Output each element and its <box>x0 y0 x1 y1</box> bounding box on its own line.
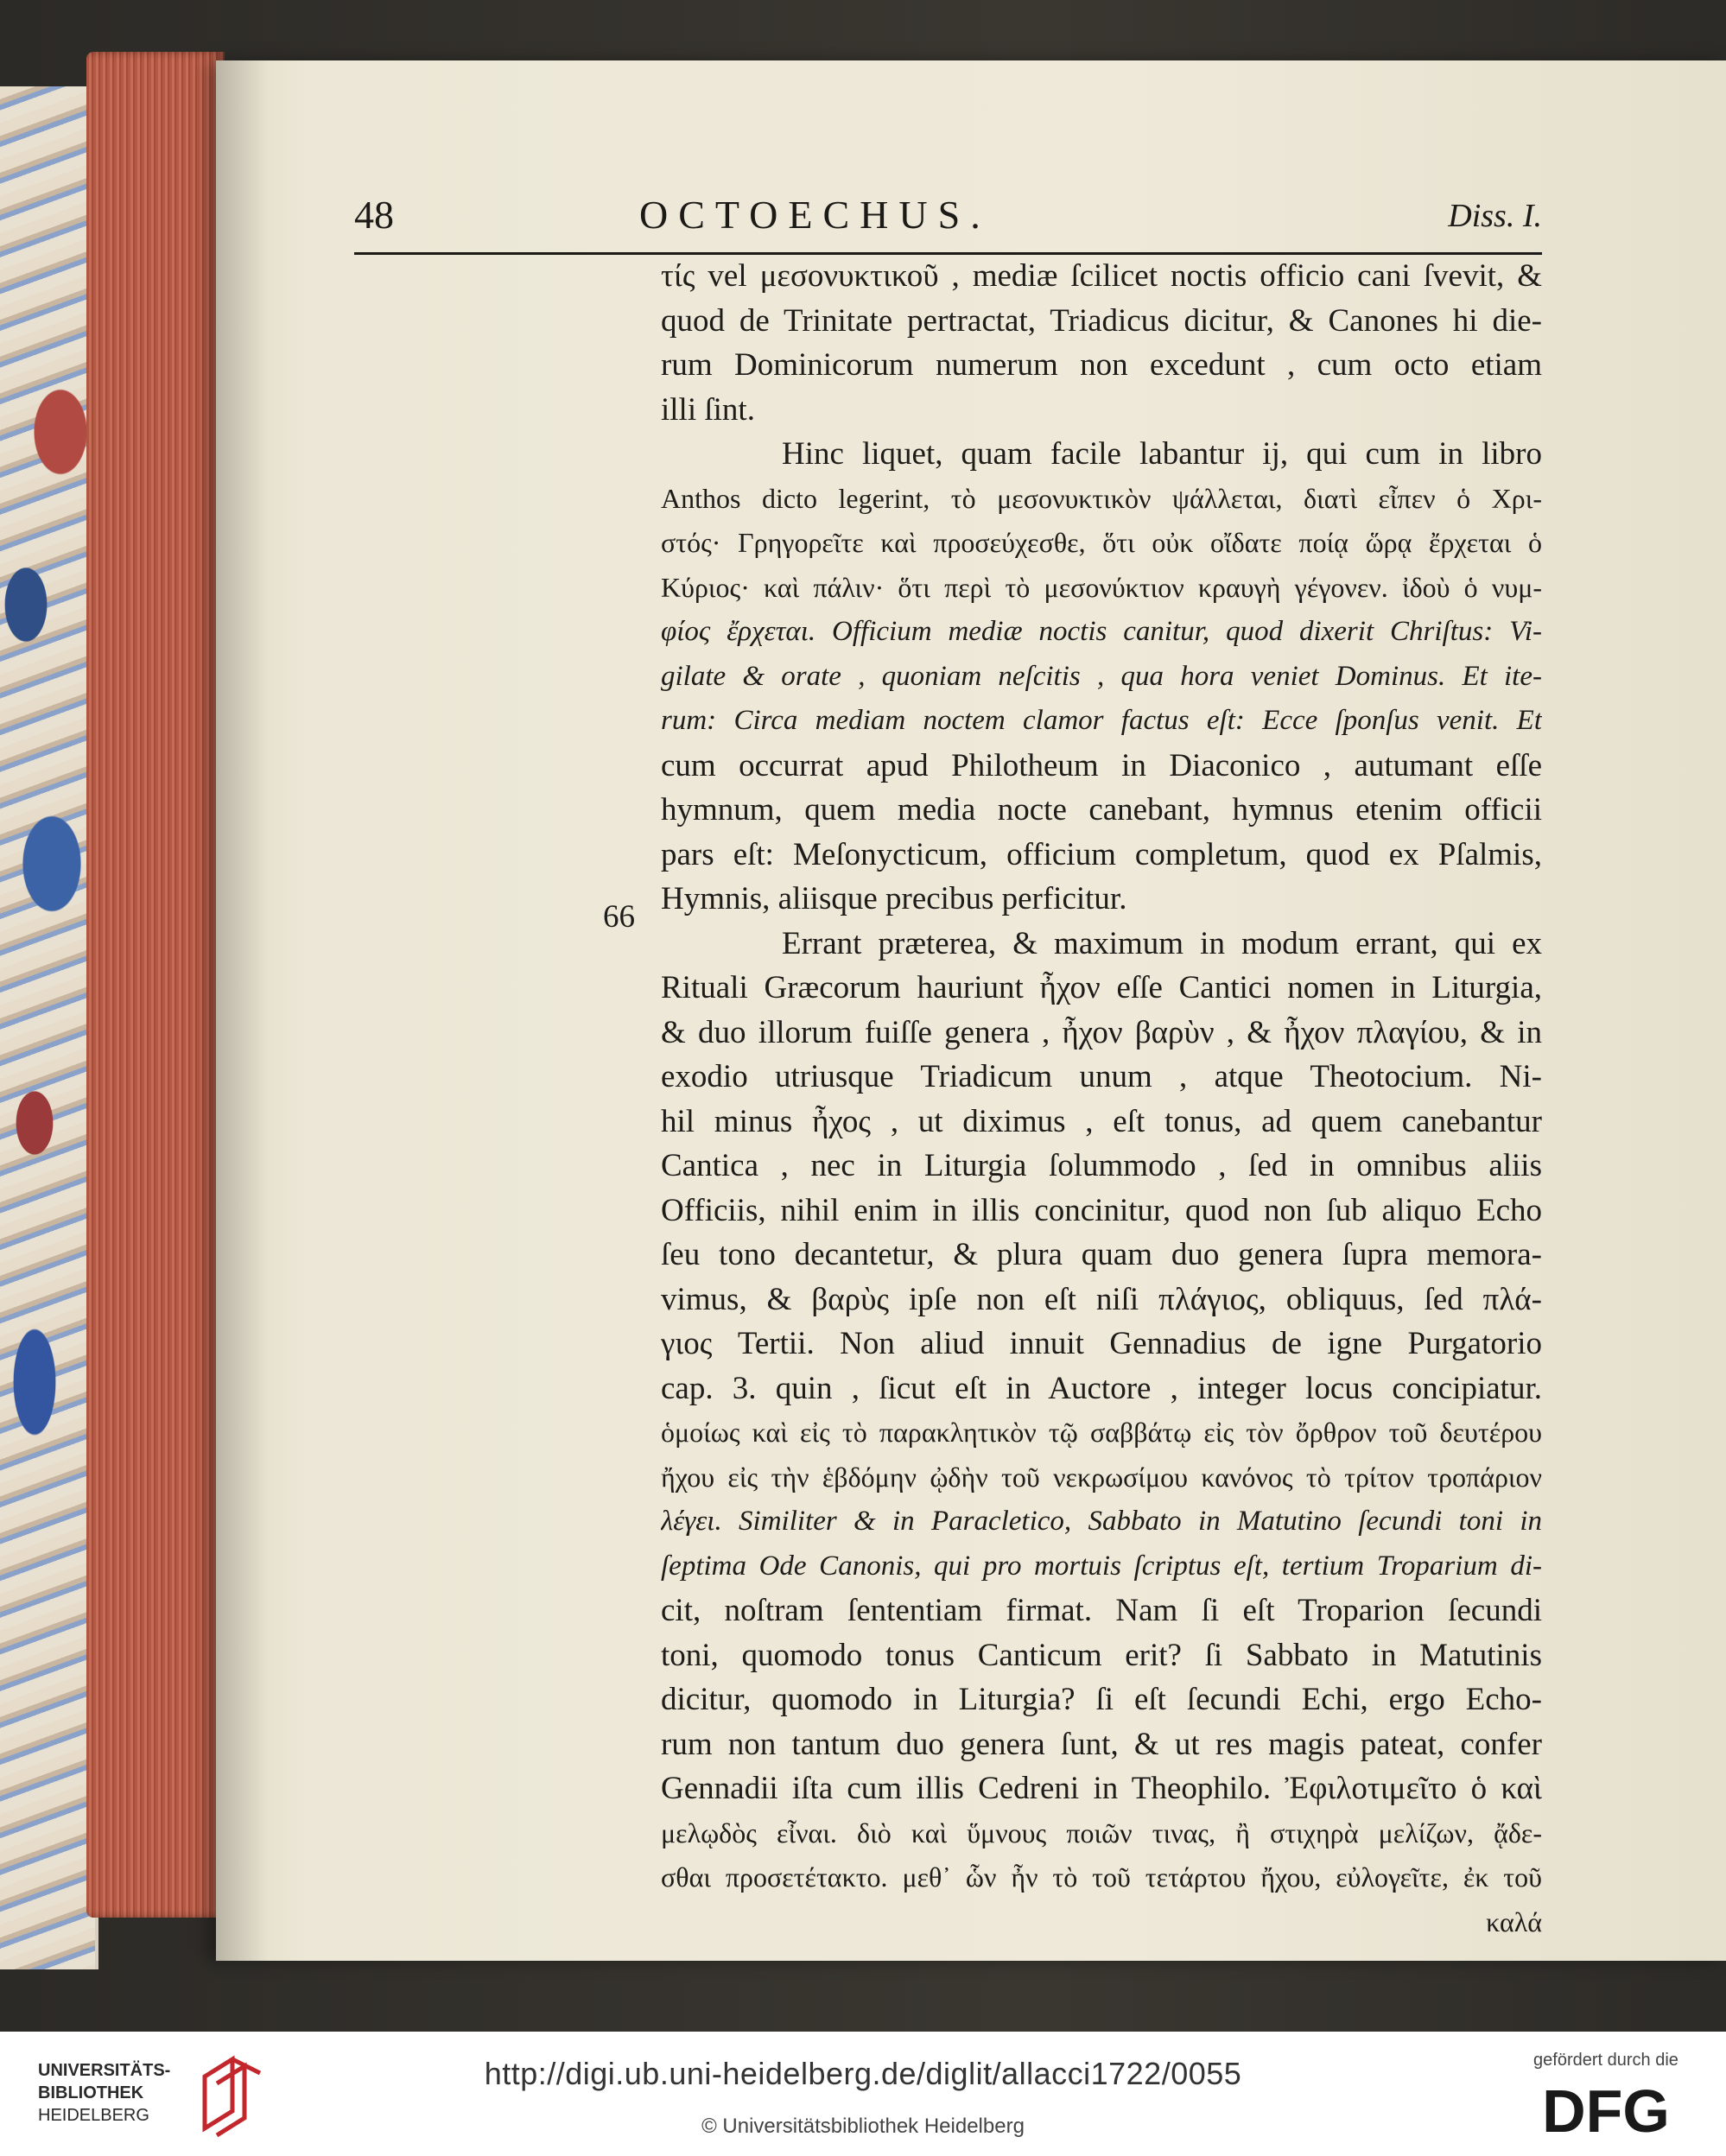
text-line: hil minus ἦχος , ut diximus , eſt tonus, ad quem canebantur <box>661 1103 1542 1139</box>
text-line: φίος ἔρχεται. Officium mediæ noctis canitur, quod dixerit Chriſtus: Vi- <box>661 616 1542 647</box>
library-name-line: HEIDELBERG <box>38 2106 149 2125</box>
text-line: vimus, & βαρὺς ipſe non eſt niſi πλάγιος, obliquus, ſed πλά- <box>661 1281 1542 1317</box>
text-line: pars eſt: Meſonycticum, officium completum, quod ex Pſalmis, <box>661 836 1542 872</box>
running-title: OCTOECHUS. <box>639 193 991 237</box>
text-line: Κύριος· καὶ πάλιν· ὅτι περὶ τὸ μεσονύκτιον κραυγὴ γέγονεν. ἰδοὺ ὁ νυμ- <box>661 571 1542 603</box>
text-line: exodio utriusque Triadicum unum , atque Theotocium. Ni- <box>661 1059 1542 1094</box>
text-line: τίς vel μεσονυκτικοῦ , mediæ ſcilicet noctis officio cani ſvevit, & <box>661 258 1542 294</box>
text-line: quod de Trinitate pertractat, Triadicus dicitur, & Canones hi die- <box>661 302 1542 339</box>
text-line: cum occurrat apud Philotheum in Diaconico , autumant eſſe <box>661 747 1542 783</box>
dfg-logo-text: DFG <box>1542 2078 1670 2140</box>
permalink-url[interactable]: http://digi.ub.uni-heidelberg.de/diglit/allacci1722/0055 <box>484 2056 1242 2091</box>
text-line: rum: Circa mediam noctem clamor factus eſt: Ecce ſponſus venit. Et <box>661 705 1542 736</box>
catchword: καλά <box>1486 1906 1542 1937</box>
text-line: στός· Γρηγορεῖτε καὶ προσεύχεσθε, ὅτι οὐκ οἴδατε ποίᾳ ὥρᾳ ἔρχεται ὁ <box>661 527 1542 558</box>
body-text <box>661 254 1542 1944</box>
text-line: Hinc liquet, quam facile labantur ij, qui cum in libro <box>782 436 1542 472</box>
text-line: Cantica , nec in Liturgia ſolummodo , ſed in omnibus aliis <box>661 1148 1542 1183</box>
text-line: λέγει. Similiter & in Paracletico, Sabbato in Matutino ſecundi toni in <box>661 1506 1542 1537</box>
text-line: Officiis, nihil enim in illis concinitur, quod non ſub aliquo Echo <box>661 1192 1542 1228</box>
page-number: 48 <box>354 193 394 237</box>
text-line: hymnum, quem media nocte canebant, hymnus etenim officii <box>661 792 1542 828</box>
copyright-notice: © Universitätsbibliothek Heidelberg <box>701 2115 1025 2138</box>
marbled-cover <box>0 86 98 1969</box>
text-line: γιος Tertii. Non aliud innuit Gennadius de igne Purgatorio <box>661 1326 1542 1361</box>
text-line: rum Dominicorum numerum non excedunt , cum octo etiam <box>661 347 1542 383</box>
text-line: μελῳδὸς εἶναι. διὸ καὶ ὕμνους ποιῶν τινας, ἢ στιχηρὰ μελίζων, ᾄδε- <box>661 1817 1542 1848</box>
dfg-logo-icon[interactable] <box>1524 2078 1688 2140</box>
text-line: & duo illorum fuiſſe genera , ἦχον βαρὺν , & ἦχον πλαγίου, & in <box>661 1014 1542 1050</box>
page-gutter-shadow <box>216 60 268 1961</box>
page-edges <box>86 52 225 1918</box>
text-line: Anthos dicto legerint, τὸ μεσονυκτικὸν ψάλλεται, διατὶ εἶπεν ὁ Χρι- <box>661 482 1542 514</box>
margin-number: 66 <box>603 899 635 935</box>
text-line: ſeptima Ode Canonis, qui pro mortuis ſcriptus eſt, tertium Troparium di- <box>661 1550 1542 1582</box>
text-line: Errant præterea, & maximum in modum errant, qui ex <box>782 925 1542 961</box>
text-line: ὁμοίως καὶ εἰς τὸ παρακλητικὸν τῷ σαββάτῳ εἰς τὸν ὄρθρον τοῦ δευτέρου <box>661 1417 1542 1448</box>
text-line: gilate & orate , quoniam neſcitis , qua hora veniet Dominus. Et ite- <box>661 660 1542 692</box>
text-line: ſeu tono decantetur, & plura quam duo genera ſupra memora- <box>661 1237 1542 1272</box>
text-line: toni, quomodo tonus Canticum erit? ſi Sabbato in Matutinis <box>661 1637 1542 1673</box>
text-line: σθαι προσετέτακτο. μεθ᾽ ὧν ἦν τὸ τοῦ τετάρτου ἤχου, εὐλογεῖτε, ἐκ τοῦ <box>661 1861 1542 1893</box>
text-line: dicitur, quomodo in Liturgia? ſi eſt ſecundi Echi, ergo Echo- <box>661 1682 1542 1717</box>
library-name-line: UNIVERSITÄTS- <box>38 2061 171 2080</box>
text-line: Hymnis, aliisque precibus perficitur. <box>661 881 1127 916</box>
footer-bar <box>0 2032 1726 2156</box>
text-line: Rituali Græcorum hauriunt ἦχον eſſe Cantici nomen in Liturgia, <box>661 970 1542 1005</box>
library-name-line: BIBLIOTHEK <box>38 2083 144 2102</box>
text-line: cit, noſtram ſententiam firmat. Nam ſi eſt Troparion ſecundi <box>661 1593 1542 1628</box>
text-line: Gennadii iſta cum illis Cedreni in Theophilo. Ἐφιλοτιμεῖτο ὁ καὶ <box>661 1771 1542 1806</box>
text-line: rum non tantum duo genera ſunt, & ut res magis pateat, confer <box>661 1726 1542 1762</box>
text-line: ἤχου εἰς τὴν ἑβδόμην ᾠδὴν τοῦ νεκρωσίμου κανόνος τὸ τρίτον τροπάριον <box>661 1461 1542 1493</box>
running-head <box>354 192 1542 255</box>
section-marker: Diss. I. <box>1448 198 1542 234</box>
funding-note: gefördert durch die <box>1533 2051 1678 2070</box>
text-line: cap. 3. quin , ſicut eſt in Auctore , integer locus concipiatur. <box>661 1370 1542 1406</box>
text-line: illi ſint. <box>661 391 755 428</box>
